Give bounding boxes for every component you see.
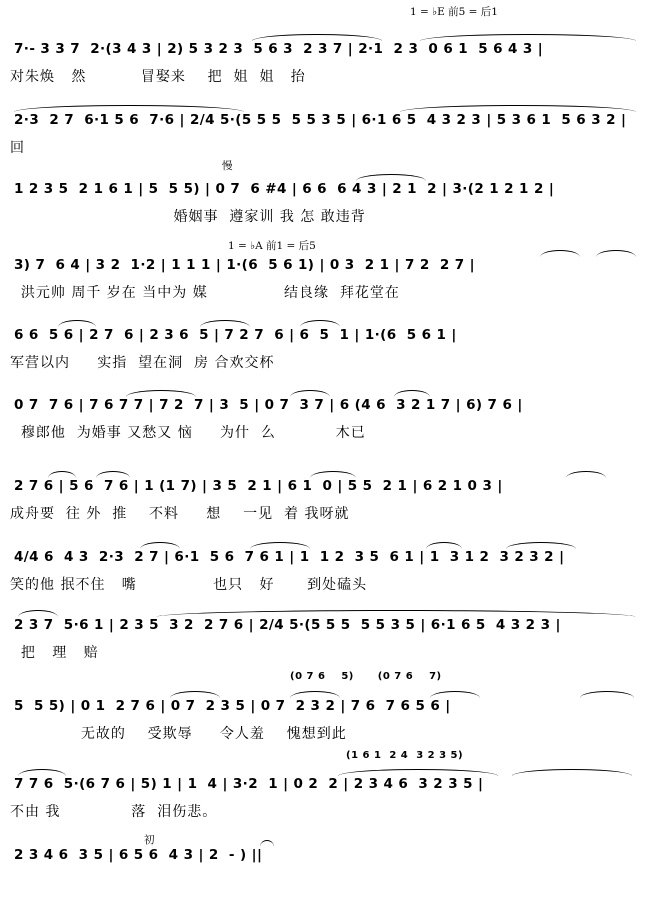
key-change-1: 1 = ♭E 前5 = 后1 — [410, 6, 498, 18]
system-row — [0, 396, 650, 446]
slur — [506, 542, 576, 549]
aux-voice-line: (1 6 1 2 4 3 2 3 5) — [346, 750, 464, 761]
system-row — [0, 180, 650, 230]
slur — [300, 320, 340, 327]
slur — [394, 390, 430, 397]
system-row — [0, 548, 650, 598]
lyrics-line: 把 理 赔 — [10, 645, 99, 661]
slur — [126, 390, 196, 397]
notation-line: 2 3 4 6 3 5 | 6 5 6 4 3 | 2 - ) || — [14, 847, 263, 863]
fine-mark: 初 — [144, 834, 155, 846]
notation-line: 7 7 6 5·(6 7 6 | 5) 1 | 1 4 | 3·2 1 | 0 2 2 | 2 3 4 6 3 2 3 5 | — [14, 776, 484, 792]
slur — [48, 471, 76, 478]
slur — [338, 769, 498, 776]
system-row — [0, 111, 650, 161]
slur — [18, 769, 66, 776]
slur — [596, 250, 636, 257]
lyrics-line: 无故的 受欺辱 令人羞 愧想到此 — [10, 726, 347, 742]
slur — [170, 691, 220, 698]
aux-voice-line: (0 7 6 5) (0 7 6 7) — [290, 671, 442, 682]
system-row — [0, 40, 650, 90]
tempo-mark: 慢 — [222, 160, 233, 172]
slur — [566, 471, 606, 478]
slur — [400, 105, 636, 112]
slur — [512, 769, 632, 776]
slur — [156, 610, 636, 617]
slur — [140, 542, 180, 549]
system-row — [0, 616, 650, 666]
lyrics-line: 对朱焕 然 冒娶来 把 姐 姐 抬 — [10, 69, 306, 85]
slur — [96, 471, 130, 478]
slur — [290, 691, 340, 698]
lyrics-line: 成舟要 往 外 推 不料 想 一见 着 我呀就 — [10, 506, 350, 522]
notation-line: 2·3 2 7 6·1 5 6 7·6 | 2/4 5·(5 5 5 5 5 3 5 | 6·1 6 5 4 3 2 3 | 5 3 6 1 5 6 3 2 | — [14, 112, 627, 128]
system-row — [0, 775, 650, 825]
lyrics-line: 回 — [10, 140, 25, 156]
slur — [540, 250, 580, 257]
slur — [14, 105, 244, 112]
slur — [58, 320, 96, 327]
notation-line: 6 6 5 6 | 2 7 6 | 2 3 6 5 | 7 2 7 6 | 6 5 1 | 1·(6 5 6 1 | — [14, 327, 457, 343]
notation-line: 0 7 7 6 | 7 6 7 7 | 7 2 7 | 3 5 | 0 7 3 7 | 6 (4 6 3 2 1 7 | 6) 7 6 | — [14, 397, 523, 413]
slur — [356, 174, 426, 181]
notation-line: 2 7 6 | 5 6 7 6 | 1 (1 7) | 3 5 2 1 | 6 1 0 | 5 5 2 1 | 6 2 1 0 3 | — [14, 478, 503, 494]
key-change-2: 1 = ♭A 前1 = 后5 — [228, 240, 316, 252]
slur — [200, 320, 250, 327]
notation-line: 5 5 5) | 0 1 2 7 6 | 0 7 2 3 5 | 0 7 2 3 2 | 7 6 7 6 5 6 | — [14, 698, 451, 714]
lyrics-line: 军营以内 实指 望在洞 房 合欢交杯 — [10, 355, 275, 371]
slur — [260, 840, 274, 847]
system-row — [0, 326, 650, 376]
slur — [430, 691, 480, 698]
notation-line: 1 2 3 5 2 1 6 1 | 5 5 5) | 0 7 6 #4 | 6 6 6 4 3 | 2 1 2 | 3·(2 1 2 1 2 | — [14, 181, 555, 197]
system-row — [0, 256, 650, 306]
slur — [252, 34, 382, 41]
slur — [18, 610, 58, 617]
slur — [580, 691, 634, 698]
lyrics-line: 婚姻事 遵家训 我 怎 敢违背 — [10, 209, 366, 225]
slur — [290, 390, 330, 397]
notation-line: 2 3 7 5·6 1 | 2 3 5 3 2 2 7 6 | 2/4 5·(5 5 5 5 5 3 5 | 6·1 6 5 4 3 2 3 | — [14, 617, 561, 633]
lyrics-line: 穆郎他 为婚事 又愁又 恼 为什 么 木已 — [10, 425, 366, 441]
system-row — [0, 697, 650, 747]
lyrics-line: 不由 我 落 泪伤悲。 — [10, 804, 218, 820]
slur — [250, 542, 310, 549]
slur — [310, 471, 356, 478]
notation-line: 3) 7 6 4 | 3 2 1·2 | 1 1 1 | 1·(6 5 6 1) | 0 3 2 1 | 7 2 2 7 | — [14, 257, 475, 273]
lyrics-line: 笑的他 抿不住 嘴 也只 好 到处磕头 — [10, 577, 368, 593]
lyrics-line: 洪元帅 周千 岁在 当中为 媒 结良缘 拜花堂在 — [10, 285, 400, 301]
system-row — [0, 846, 650, 886]
notation-line: 4/4 6 4 3 2·3 2 7 | 6·1 5 6 7 6 1 | 1 1 2 3 5 6 1 | 1 3 1 2 3 2 3 2 | — [14, 549, 565, 565]
slur — [426, 542, 462, 549]
slur — [420, 34, 636, 41]
notation-line: 7·- 3 3 7 2·(3 4 3 | 2) 5 3 2 3 5 6 3 2 3 7 | 2·1 2 3 0 6 1 5 6 4 3 | — [14, 41, 544, 57]
system-row — [0, 477, 650, 527]
